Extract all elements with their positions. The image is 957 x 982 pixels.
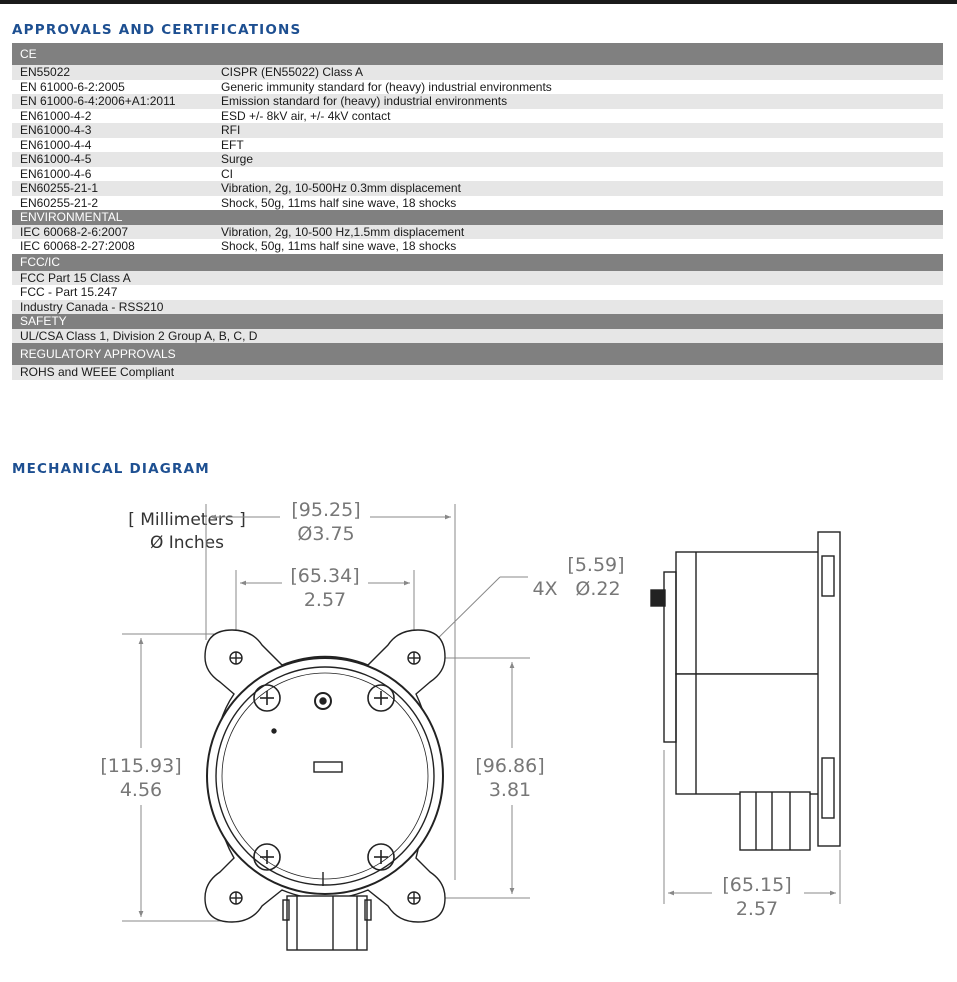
hole-mm-value: [5.59] — [567, 554, 625, 576]
side-view — [651, 532, 840, 850]
standard-cell: FCC - Part 15.247 — [20, 285, 118, 299]
description-cell: Emission standard for (heavy) industrial environments — [221, 94, 508, 108]
description-cell: Generic immunity standard for (heavy) industrial environments — [221, 79, 552, 94]
side-body-lower — [676, 674, 821, 794]
height-mm-value: [115.93] — [100, 755, 182, 777]
approvals-title: APPROVALS AND CERTIFICATIONS — [12, 22, 302, 38]
hole-count-label: 4X — [532, 578, 558, 600]
standard-cell: IEC 60068-2-27:2008 — [20, 239, 135, 253]
height-in-value: 4.56 — [119, 779, 163, 801]
group-header: FCC/IC — [12, 254, 943, 271]
hole-in-value: Ø.22 — [575, 578, 621, 600]
description-cell: Vibration, 2g, 10-500Hz 0.3mm displacement — [221, 181, 461, 195]
standard-cell: Industry Canada - RSS210 — [20, 299, 164, 314]
description-cell: EFT — [221, 137, 244, 152]
front-view — [205, 630, 445, 950]
side-body-upper — [676, 552, 821, 674]
group-header: SAFETY — [12, 314, 943, 329]
description-cell: Shock, 50g, 11ms half sine wave, 18 shocks — [221, 195, 457, 210]
standard-cell: EN61000-4-3 — [20, 123, 92, 137]
depth-mm-value: [65.15] — [722, 874, 792, 896]
standard-cell: EN61000-4-2 — [20, 108, 92, 123]
standard-cell: EN 61000-6-2:2005 — [20, 79, 125, 94]
bolt-height-mm-value: [96.86] — [475, 755, 545, 777]
units-in-label: Ø Inches — [149, 533, 225, 553]
width-in-value: Ø3.75 — [297, 523, 355, 545]
description-cell: CISPR (EN55022) Class A — [221, 65, 364, 79]
bolt-spacing-in-value: 2.57 — [303, 589, 347, 611]
front-connector — [287, 896, 367, 950]
side-knob — [651, 590, 665, 606]
standard-cell: IEC 60068-2-6:2007 — [20, 224, 129, 239]
standard-cell: EN60255-21-2 — [20, 195, 99, 210]
description-cell: RFI — [221, 123, 241, 137]
mechanical-title: MECHANICAL DIAGRAM — [12, 461, 210, 477]
bolt-height-in-value: 3.81 — [488, 779, 532, 801]
standard-cell: EN 61000-6-4:2006+A1:2011 — [20, 94, 176, 108]
description-cell: Vibration, 2g, 10-500 Hz,1.5mm displacement — [221, 224, 465, 239]
standard-cell: UL/CSA Class 1, Division 2 Group A, B, C, D — [20, 328, 258, 343]
bolt-spacing-mm-value: [65.34] — [290, 565, 360, 587]
standard-cell: EN61000-4-4 — [20, 137, 92, 152]
description-cell: ESD +/- 8kV air, +/- 4kV contact — [221, 108, 391, 123]
description-cell: Shock, 50g, 11ms half sine wave, 18 shocks — [221, 239, 457, 253]
standard-cell: ROHS and WEEE Compliant — [20, 365, 175, 379]
group-header: ENVIRONMENTAL — [12, 210, 943, 225]
side-connector — [740, 792, 810, 850]
group-header: REGULATORY APPROVALS — [12, 343, 943, 365]
standard-cell: EN61000-4-6 — [20, 166, 92, 181]
standard-cell: FCC Part 15 Class A — [20, 270, 131, 285]
description-cell: CI — [221, 166, 233, 181]
description-cell: Surge — [221, 152, 254, 166]
standard-cell: EN61000-4-5 — [20, 152, 92, 166]
side-flange — [818, 532, 840, 846]
group-header: CE — [12, 43, 943, 65]
depth-in-value: 2.57 — [735, 898, 779, 920]
standard-cell: EN55022 — [20, 65, 71, 79]
standard-cell: EN60255-21-1 — [20, 181, 99, 195]
width-mm-value: [95.25] — [291, 499, 361, 521]
units-mm-label: [ Millimeters ] — [128, 510, 246, 530]
